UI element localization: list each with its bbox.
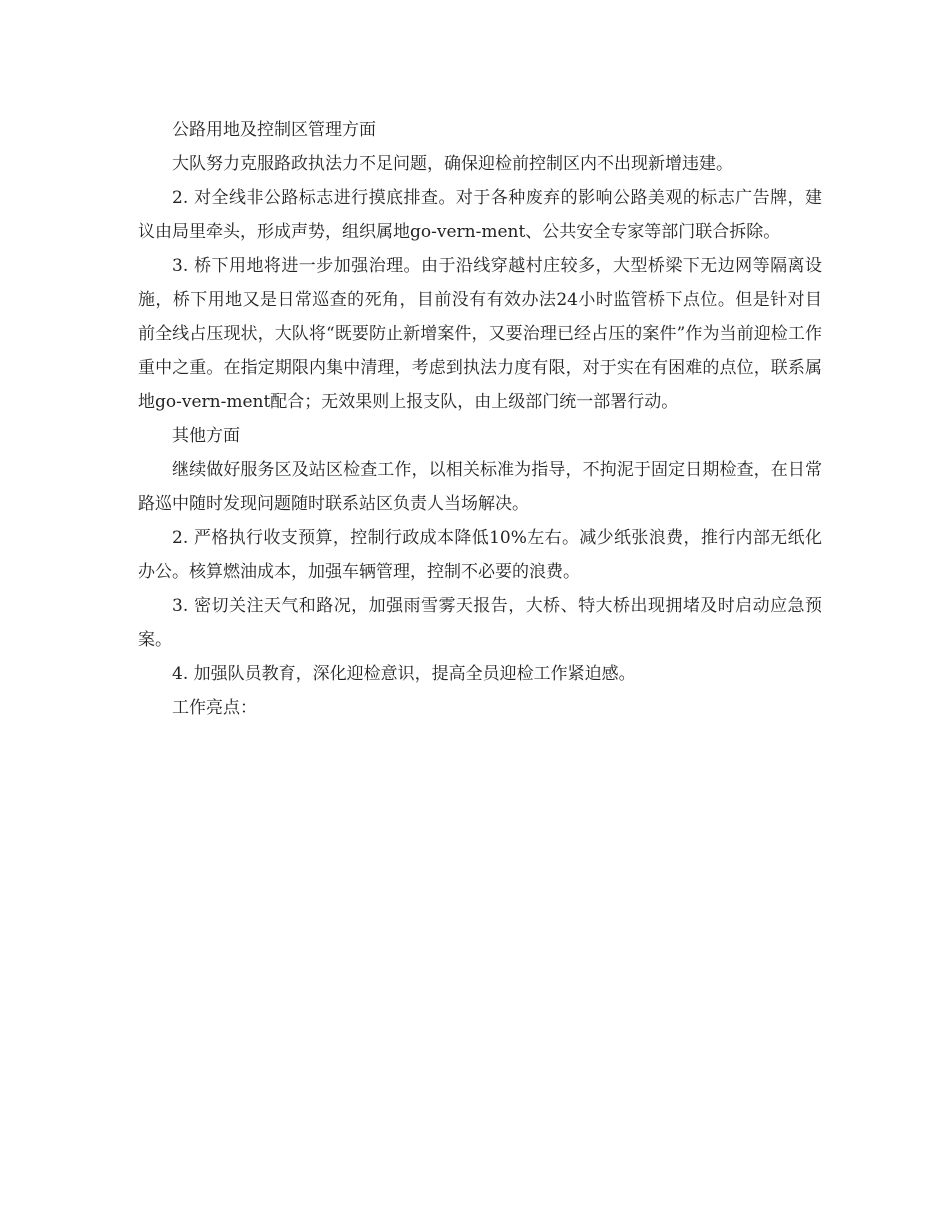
paragraph: 2. 对全线非公路标志进行摸底排查。对于各种废弃的影响公路美观的标志广告牌，建议由局里牵头，形成声势，组织属地go-vern-ment、公共安全专家等部门联合拆除。 [138,188,822,242]
section-heading-highlights: 工作亮点： [172,698,257,718]
section-heading-other: 其他方面 [172,426,240,446]
paragraph: 2. 严格执行收支预算，控制行政成本降低10%左右。减少纸张浪费，推行内部无纸化办公。核算燃油成本，加强车辆管理，控制不必要的浪费。 [138,528,822,582]
document-body [138,113,822,725]
paragraph: 3. 密切关注天气和路况，加强雨雪雾天报告，大桥、特大桥出现拥堵及时启动应急预案。 [138,596,822,650]
paragraph: 大队努力克服路政执法力不足问题，确保迎检前控制区内不出现新增违建。 [172,154,733,174]
paragraph: 继续做好服务区及站区检查工作，以相关标准为指导，不拘泥于固定日期检查，在日常路巡中随时发现问题随时联系站区负责人当场解决。 [138,460,822,514]
section-heading-road-land: 公路用地及控制区管理方面 [172,120,376,140]
paragraph: 4. 加强队员教育，深化迎检意识，提高全员迎检工作紧迫感。 [172,664,636,684]
paragraph: 3. 桥下用地将进一步加强治理。由于沿线穿越村庄较多，大型桥梁下无边网等隔离设施，桥下用地又是日常巡查的死角，目前没有有效办法24小时监管桥下点位。但是针对目前全线占压现状，大队将“既要防止新增案件，又要治理已经占压的案件”作为当前迎检工作重中之重。在指定期限内集中清理，考虑到执法力度有限，对于实在有困难的点位，联系属地go-vern-ment配合；无效果则上报支队，由上级部门统一部署行动。 [138,256,822,412]
